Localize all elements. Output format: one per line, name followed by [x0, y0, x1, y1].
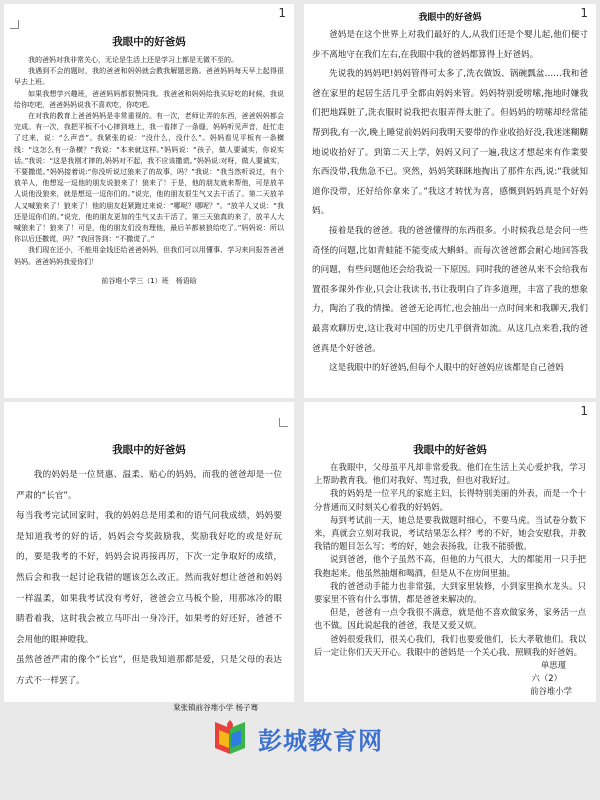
- paragraph: 我的爸爸动手能力也非常强，大到家里装修，小到家里换水龙头。只要家里不管有什么事情，都是爸爸来解决的。: [314, 580, 586, 605]
- author-class: 六（2）: [531, 673, 562, 684]
- page-number: 1: [580, 6, 588, 20]
- paragraph: 爸妈是在这个世界上对我们最好的人,从我们还是个婴儿起,他们便寸步不离地守在我们左右,在我眼中我的爸妈都算得上好爸妈。: [312, 30, 588, 60]
- essay-title: 我眼中的好爸妈: [413, 444, 487, 456]
- paragraph: 我的爸妈对我非常关心，无论是生活上还是学习上都是无微不至的。: [28, 56, 238, 64]
- site-watermark: [210, 718, 383, 758]
- crop-mark: [10, 20, 19, 29]
- paragraph: 虽然爸爸严肃的像个“长官”，但是我知道那都是爱，只是父母的表达方式不一样罢了。: [16, 655, 282, 686]
- paragraph: 我遇到不会的题时，我的爸爸和妈妈就会教我解题思路。爸爸妈妈每天早上起得很早去上班。: [14, 67, 284, 87]
- paragraph: 但是，爸爸有一点令我很不满意，就是他不喜欢做家务，家务活一点也不做。因此说起我的爸爸，我是又爱又烦。: [314, 607, 586, 631]
- paragraph: 我的妈妈是一位贤惠、温柔、贴心的妈妈，而我的爸爸却是一位严肃的“长官”。: [16, 470, 282, 501]
- paragraph: 每到考试前一天，她总是要我做题时细心，不要马虎。当试卷分数下来，真就会立刻对我说，考试结果怎么样？考的不好，她会安慰我，并教我错的题目怎么写；考的好，她会表扬我，让我不能骄傲。: [314, 514, 586, 552]
- page-number: 1: [580, 404, 588, 418]
- paragraph: 爸妈很爱我们，很关心我们，我们也要爱他们，长大孝敬他们。我以后一定让你们天天开心。我眼中的爸妈是一个关心我、照顾我的好爸妈。: [314, 633, 586, 657]
- document-page-3: [4, 402, 294, 712]
- paragraph: 在我眼中，父母虽平凡却非常爱我。他们在生活上关心爱护我，学习上帮助教育我。他们对我好、骂过我，但也对我好过。: [314, 462, 586, 486]
- paragraph: 每当我考完试回家时，我的妈妈总是用柔和的语气问我成绩，妈妈要是知道我考的好的话，妈妈会夸奖鼓励我，奖励我好吃的或是好玩的，要是我考的不好，妈妈会说再接再厉，下次一定争取好的成绩，然后会和我一起讨论我错的题该怎么改正。然而我好想让爸爸和妈妈一样温柔，如果我考试没有考好，爸爸会立马板个脸，用那冰冷的眼睛看着我，这时我会被立马吓出一身冷汗，如果考的好还好，爸爸不会用他的眼神瞪我。: [16, 511, 282, 645]
- page-number: 1: [278, 6, 286, 20]
- paragraph: 我们现在还小，不能用金钱还给爸爸妈妈，但我们可以用懂事、学习来问报答爸爸妈妈。爸爸妈妈我爱你们！: [14, 246, 284, 266]
- paragraph: 先说我的妈妈吧!妈妈管得可太多了,洗衣做饭、锅碗瓢盆……我和爸爸在家里的起居生活几乎全都由妈妈来管。妈妈特别爱唠嗦,拖地时嫌我们把地踩脏了,洗衣服时说我把衣服弄得太脏了。但妈妈的唠嗦却经常能帮到我,有一次,晚上睡觉前妈妈问我明天要带的作业收拾好没,我迷迷糊糊地说收拾好了。到第二天上学，妈妈又问了一遍,我这才想起来有作業要东西没带,我焦急不已。突然，妈妈笑眯眯地掏出了那件东西,说:“我就知道你没带，还好给你拿来了。”我这才转忧为喜，感慨到妈妈真是个好妈妈。: [312, 69, 588, 217]
- paragraph: 如果我想学兴趣班，爸爸妈妈都很赞同我。我爸爸和妈妈给我买好吃的时候，我说给你吃吧，爸爸妈妈说我不喜欢吃，你吃吧。: [14, 89, 284, 109]
- author-byline: 前谷堆小学三（1）班 杨语晗: [101, 276, 197, 285]
- paragraph: 在对我的教育上爸爸妈妈是非常重视的。有一次，老师让弄的东西，爸爸妈妈都会完成。有一次，我把平板不小心摔到地上，我一看摔了一条缝，妈妈听见声音，赶忙走了过来，说：“么声音”。我紧张的说：“没什么，没什么”。妈妈看见平板有一条横线：“这怎么有一条横？”我说：“本来就这样。”妈妈说：“孩子，做人要诚实，你说实话。”我说：“这是我刚才摔的,妈妈对不起，我不应该撒谎。”妈妈说:对呀，做人要诚实，不要撒谎。”妈妈接着说:“你没听说过狼来了的故事，吗？”我说：“我当然听说过，有个放羊人，他想逗一逗他的朋友说狼来了！狼来了！于是，他的朋友就来帮他，可是放羊人说他没狼来，就是想逗一逗你们的。”说完，他的朋友很生气又去干活了。第二天放羊人又喊狼来了！狼来了！他的朋友赶紧跑过来说：“哪呢？哪呢？”。“放羊人又说：“我还是逗你们的。”说完，他的朋友更加的生气又去干活了。第三天狼真的来了，放羊人大喊狼来了！狼来了！可是，他的朋友们没有理他，最后羊都被狼给吃了。”妈妈说：所以你以后还撒谎，吗？”我回答到：“不撒谎了。”: [14, 112, 284, 244]
- author-signature: [314, 659, 586, 698]
- document-page-4: [304, 402, 596, 702]
- author-name: 单思瑾: [540, 660, 566, 671]
- essay-title: 我眼中的好爸妈: [112, 444, 186, 456]
- document-page-1: [4, 4, 294, 398]
- author-school: 前谷堆小学: [530, 686, 572, 697]
- site-name: 彭城教育网: [258, 726, 383, 755]
- paragraph: 说到爸爸，他个子虽然不高，但他的力气很大，大的都能用一只手把我抱起来。他虽然抽烟和喝酒，但是从不在房间里抽。: [314, 554, 586, 578]
- author-byline: 棠张镇前谷堆小学 杨子骞: [173, 702, 258, 712]
- essay-title: 我眼中的好爸妈: [418, 13, 482, 23]
- crop-mark: [279, 418, 288, 427]
- paragraph: 这是我眼中的好爸妈,但每个人眼中的好爸妈应该都是自己爸妈: [329, 363, 564, 374]
- paragraph: 接着是我的爸爸。我的爸爸懂得的东西很多。小时候我总是会问一些奇怪的问题,比如青蛙能不能变成大蝌蚪。而每次爸爸都会耐心地回答我的问题，有些问题他还会给我说一下原因。同时我的爸爸从来不会给我布置很多课外作业,只会让我读书,书让我明白了许多道理，丰富了我的想象力，陶治了我的情操。爸爸无论再忙,也会抽出一点时间来和我聊天,我们最喜欢聊历史,这让我对中国的历史几乎倒背如流。从这几点来看,我的爸爸真是个好爸爸。: [312, 225, 588, 354]
- document-page-2: [304, 4, 596, 398]
- paragraph: 我的妈妈是一位平凡的家庭主妇，长得特别美丽的外表，而是一个十分普通而又时刻关心着我的好妈妈。: [314, 488, 586, 512]
- essay-title: 我眼中的好爸妈: [112, 36, 186, 48]
- book-logo-icon: [210, 718, 250, 758]
